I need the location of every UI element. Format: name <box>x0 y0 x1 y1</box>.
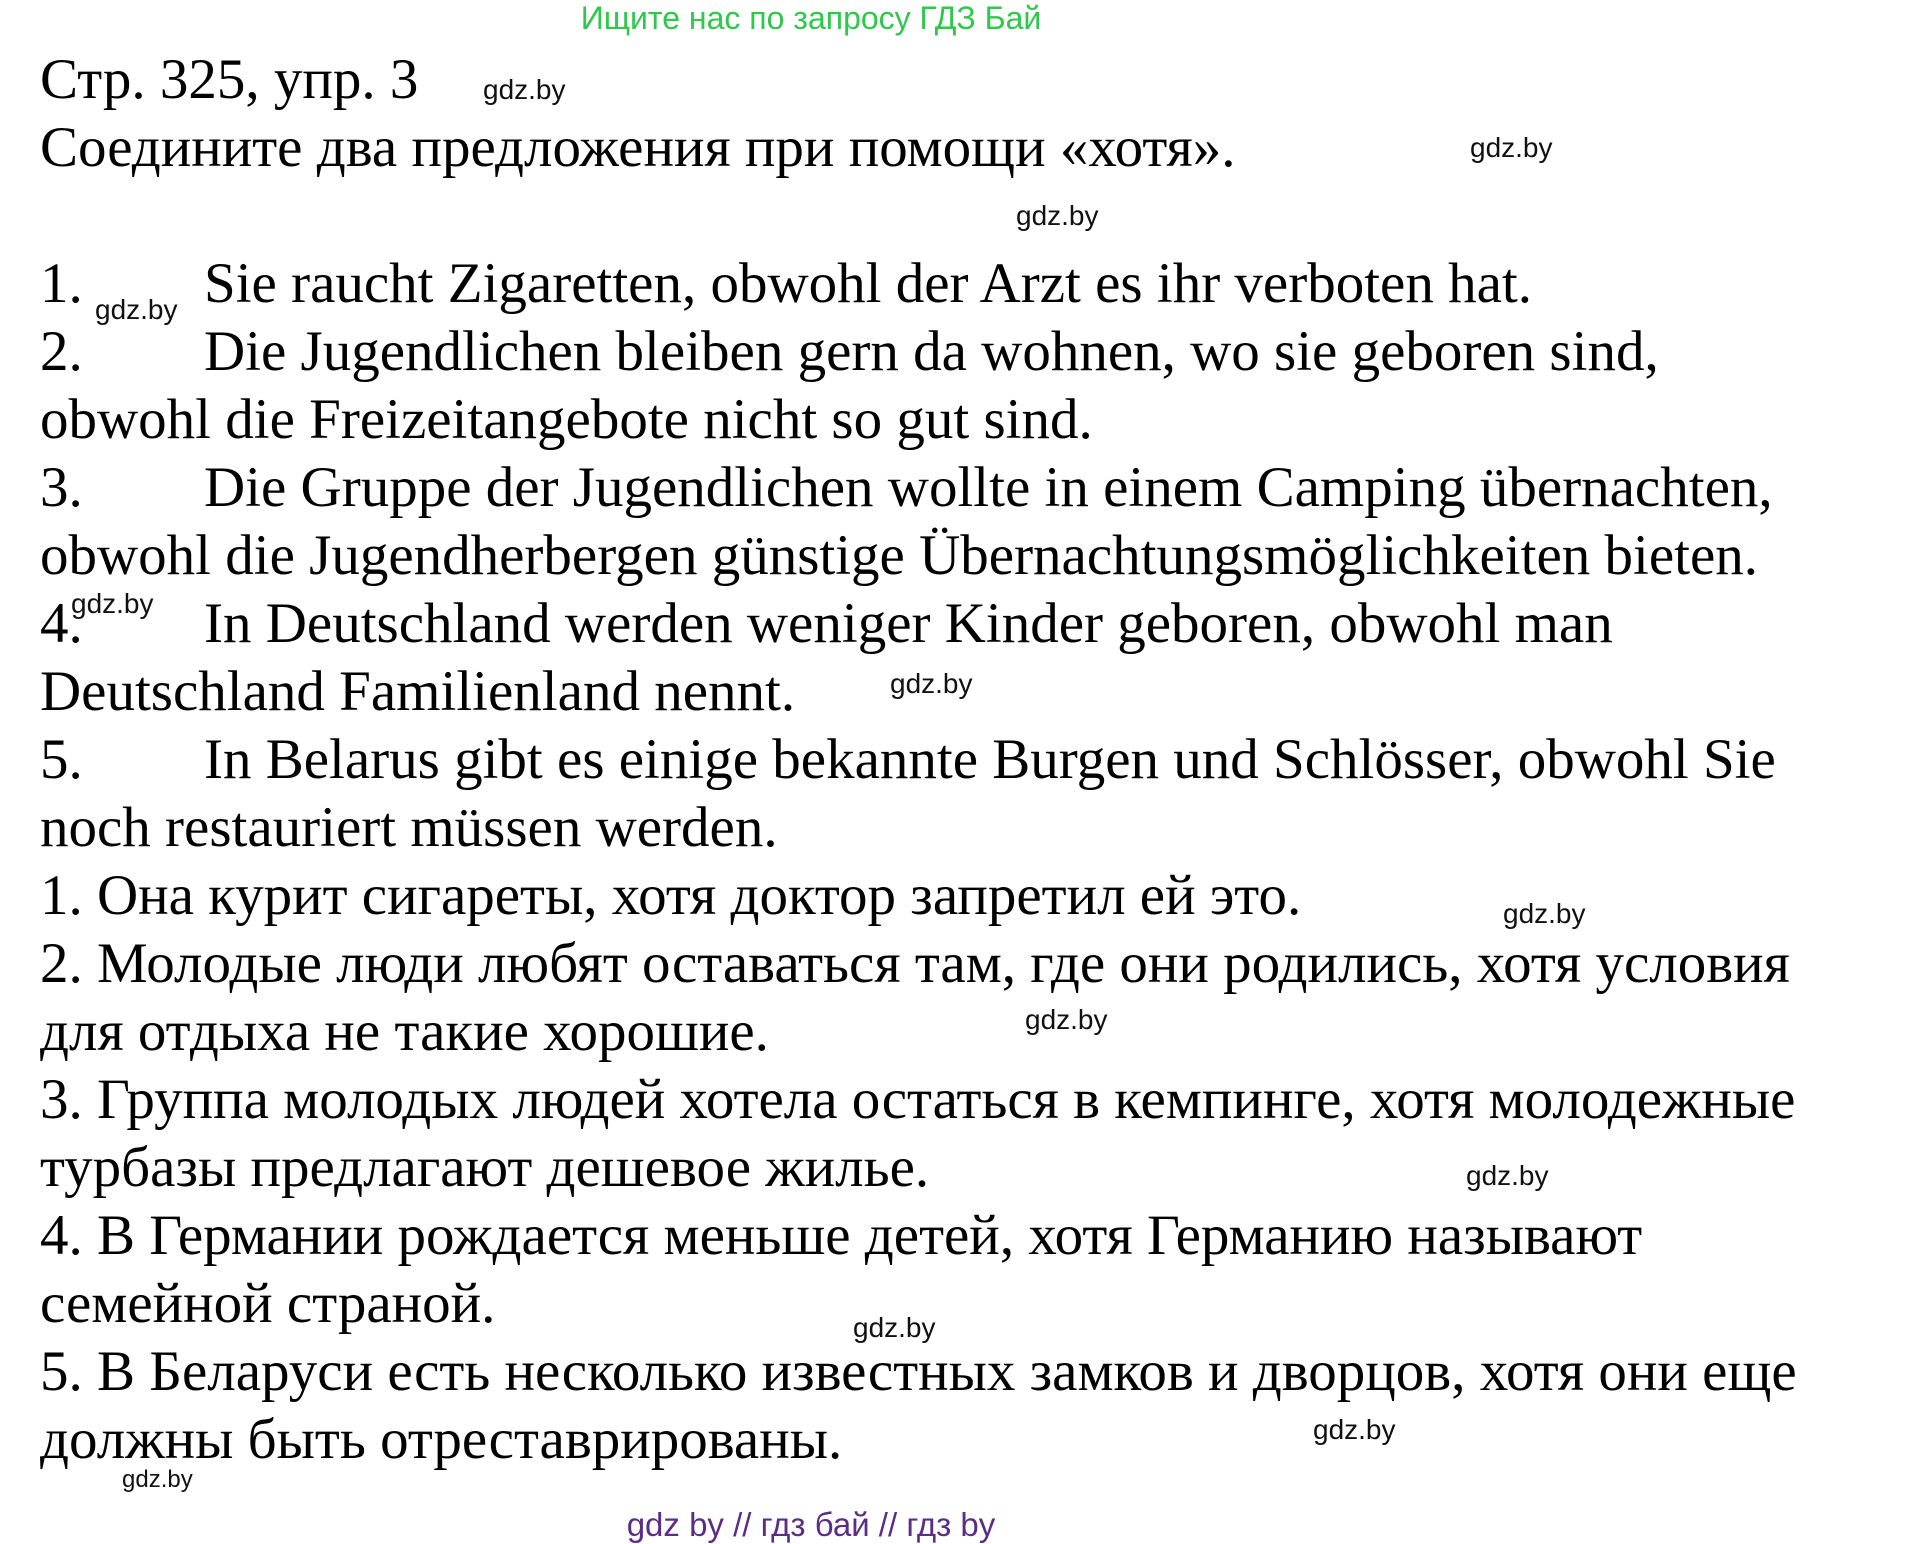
russian-item-4-line2: семейной страной. <box>40 1272 496 1335</box>
footer-links: gdz by // гдз бай // гдз by <box>626 1506 996 1543</box>
watermark: gdz.by <box>1503 898 1586 929</box>
page-reference: Стр. 325, упр. 3 <box>40 48 419 111</box>
german-item-2-line1: Die Jugendlichen bleiben gern da wohnen, wo sie geboren sind, <box>204 320 1659 383</box>
watermark: gdz.by <box>483 74 566 105</box>
watermark: gdz.by <box>95 294 178 325</box>
task-instruction: Соедините два предложения при помощи «хотя». <box>40 116 1236 179</box>
german-item-4-line2: Deutschland Familienland nennt. <box>40 660 796 723</box>
watermark: gdz.by <box>853 1312 936 1343</box>
watermark: gdz.by <box>1470 132 1553 163</box>
russian-item-3-line1: 3. Группа молодых людей хотела остаться в кемпинге, хотя молодежные <box>40 1068 1796 1131</box>
german-item-5-line1: In Belarus gibt es einige bekannte Burgen und Schlösser, obwohl Sie <box>204 728 1776 791</box>
watermark: gdz.by <box>122 1466 193 1493</box>
german-item-3-line2: obwohl die Jugendherbergen günstige Übernachtungsmöglichkeiten bieten. <box>40 524 1759 587</box>
watermark: gdz.by <box>890 668 973 699</box>
german-item-2-number: 2. <box>40 320 83 383</box>
watermark: gdz.by <box>1313 1414 1396 1445</box>
watermark: gdz.by <box>71 588 154 619</box>
german-item-2-line2: obwohl die Freizeitangebote nicht so gut sind. <box>40 388 1093 451</box>
russian-item-4-line1: 4. В Германии рождается меньше детей, хотя Германию называют <box>40 1204 1643 1267</box>
german-item-1-text: Sie raucht Zigaretten, obwohl der Arzt es ihr verboten hat. <box>204 252 1532 315</box>
russian-item-1: 1. Она курит сигареты, хотя доктор запретил ей это. <box>40 864 1302 927</box>
german-item-number: 1. <box>40 252 83 315</box>
russian-item-5-line2: должны быть отреставрированы. <box>40 1408 843 1471</box>
german-item-5-line2: noch restauriert müssen werden. <box>40 796 778 859</box>
german-item-1 <box>40 250 83 318</box>
watermark: gdz.by <box>1466 1160 1549 1191</box>
german-item-4-line1: In Deutschland werden weniger Kinder geboren, obwohl man <box>204 592 1613 655</box>
watermark: gdz.by <box>1025 1004 1108 1035</box>
russian-item-2-line2: для отдыха не такие хорошие. <box>40 1000 769 1063</box>
german-item-5-number: 5. <box>40 728 83 791</box>
russian-item-5-line1: 5. В Беларуси есть несколько известных замков и дворцов, хотя они еще <box>40 1340 1797 1403</box>
german-item-3-line1: Die Gruppe der Jugendlichen wollte in einem Camping übernachten, <box>204 456 1773 519</box>
top-banner: Ищите нас по запросу ГДЗ Бай <box>580 0 1042 36</box>
watermark: gdz.by <box>1016 200 1099 231</box>
russian-item-3-line2: турбазы предлагают дешевое жилье. <box>40 1136 930 1199</box>
german-item-3-number: 3. <box>40 456 83 519</box>
german-item-4-number: 4. <box>40 592 83 655</box>
russian-item-2-line1: 2. Молодые люди любят оставаться там, где они родились, хотя условия <box>40 932 1790 995</box>
